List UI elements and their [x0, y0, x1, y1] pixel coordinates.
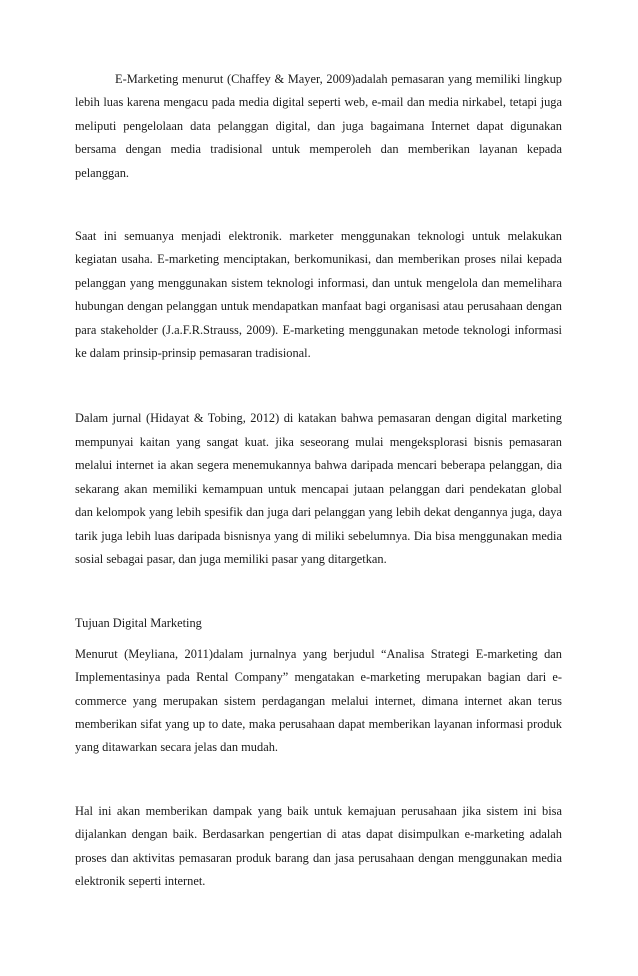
paragraph-emarketing-definition: E-Marketing menurut (Chaffey & Mayer, 2009)adalah pemasaran yang memiliki lingkup lebih luas karena mengacu pada media digital seperti web, e-mail dan media nirkabel, tetapi juga meliputi pengelolaan data pelanggan digital, dan juga bagaimana Internet dapat digunakan bersama dengan media tradisional untuk memperoleh dan memberikan layanan kepada pelanggan. [75, 72, 562, 180]
paragraph-hidayat-tobing: Dalam jurnal (Hidayat & Tobing, 2012) di katakan bahwa pemasaran dengan digital marketing mempunyai kaitan yang sangat kuat. jika seseorang mulai mengeksplorasi bisnis pemasaran melalui internet ia akan segera menemukannya bahwa daripada mencari beberapa pelanggan, dia sekarang akan memiliki kemampuan untuk mencapai jutaan pelanggan dari pendekatan global dan kelompok yang lebih spesifik dan juga dari pelanggan yang lebih dekat dengannya juga, daya tarik juga lebih luas daripada bisnisnya yang di miliki sebelumnya. Dia bisa menggunakan media sosial sebagai pasar, dan juga memiliki pasar yang ditargetkan. [75, 411, 562, 566]
paragraph-meyliana: Menurut (Meyliana, 2011)dalam jurnalnya yang berjudul “Analisa Strategi E-marketing dan Implementasinya pada Rental Company” mengatakan e-marketing merupakan bagian dari e-commerce yang merupakan sistem perdagangan melalui internet, dimana internet akan terus memberikan sifat yang up to date, maka perusahaan dapat memberikan layanan informasi produk yang ditawarkan secara jelas dan mudah. [75, 646, 562, 755]
section-heading: Tujuan Digital Marketing [75, 616, 202, 631]
paragraph-electronic-era: Saat ini semuanya menjadi elektronik. marketer menggunakan teknologi untuk melakukan kegiatan usaha. E-marketing menciptakan, berkomunikasi, dan memberikan proses nilai kepada pelanggan yang menggunakan sistem teknologi informasi, dan untuk mengelola dan memelihara hubungan dengan pelanggan untuk mendapatkan manfaat bagi organisasi atau perusahaan dengan para stakeholder (J.a.F.R.Strauss, 2009). E-marketing menggunakan metode teknologi informasi ke dalam prinsip-prinsip pemasaran tradisional. [75, 229, 562, 361]
document-page [75, 68, 562, 893]
paragraph-conclusion: Hal ini akan memberikan dampak yang baik untuk kemajuan perusahaan jika sistem ini bisa dijalankan dengan baik. Berdasarkan pengertian di atas dapat disimpulkan e-marketing adalah proses dan aktivitas pemasaran produk barang dan jasa perusahaan dengan menggunakan media elektronik seperti internet. [75, 803, 562, 888]
